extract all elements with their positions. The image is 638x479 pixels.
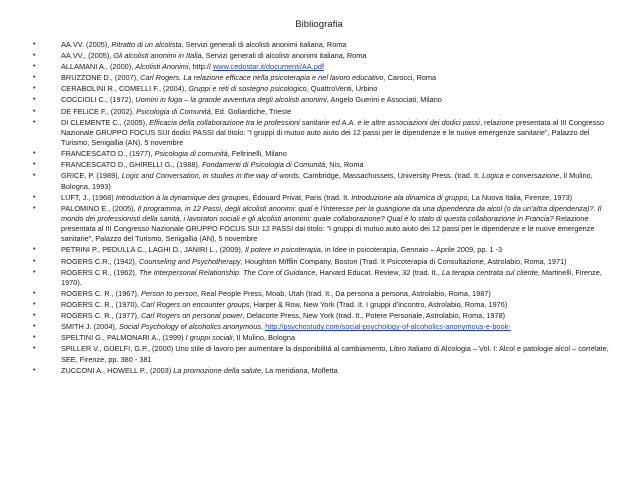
bullet-icon: • <box>33 52 36 60</box>
bibliography-entry <box>0 40 638 50</box>
reference-title: I gruppi sociali <box>185 333 233 343</box>
reference-text: , relazione presentata al III Congresso Nazionale GRUPPO FOCUS SUI dodici PASSI dal titolo: “I gruppi di mutuo auto aiuto dei 12 passi per le dipendenze e le nuove emergenze sanitarie”, Palazzo del Turismo, Senigallia (AN), 5 novembre <box>61 117 605 148</box>
reference-title: Alcolisti Anonimi <box>135 62 189 72</box>
reference-text: PALOMINO E., (2005), <box>61 203 138 213</box>
reference-text: ROGERS C.R., (1942), <box>61 256 139 266</box>
reference-text: , Il Mulino, Bologna <box>232 333 296 343</box>
bullet-icon: • <box>33 204 36 212</box>
bibliography-entry <box>0 268 638 288</box>
bullet-icon: • <box>33 107 36 115</box>
reference-title: Carl Rogers on encounter groups <box>141 300 250 310</box>
reference-title: Efficacia della collaborazione tra le professioni sanitarie ed A.A. e le altre associazioni dei dodici passi <box>149 117 480 127</box>
bibliography-entry <box>0 160 638 170</box>
reference-text: COCCIOLI C., (1972), <box>61 95 136 105</box>
bullet-icon: • <box>33 345 36 353</box>
bibliography-entry <box>0 257 638 267</box>
bullet-icon: • <box>33 246 36 254</box>
bibliography-entry <box>0 344 638 364</box>
bullet-icon: • <box>33 96 36 104</box>
bibliography-list <box>0 40 638 377</box>
bibliography-entry <box>0 289 638 299</box>
bullet-icon: • <box>33 289 36 297</box>
bullet-icon: • <box>33 323 36 331</box>
reference-title: Person to person <box>141 288 197 298</box>
bibliography-entry <box>0 204 638 245</box>
reference-title: Uomini in fuga – la grande avventura degli alcolisti anonimi <box>135 95 327 105</box>
reference-text: , Angelo Guerini e Associati, Milano <box>326 95 442 105</box>
reference-text: SPILLER V., GUELFI, G.P., (2000) Uno stile di lavoro per aumentare la disponibilità al cambiamento, Libro Italiano di Alcologia – Vol. I: Alcol e patologie alcol – correlate, SEE, Firenze, pp. 380 - 381 <box>61 344 609 364</box>
bibliography-entry <box>0 62 638 72</box>
reference-title: La terapia centrata sul cliente <box>441 267 538 277</box>
bibliography-entry <box>0 322 638 332</box>
reference-text: ROGERS C. R., (1967), <box>61 288 141 298</box>
bullet-icon: • <box>33 172 36 180</box>
bullet-icon: • <box>33 257 36 265</box>
reference-text: , http:// <box>188 62 213 72</box>
reference-text: BRUZZONE D., (2007), <box>61 73 141 83</box>
reference-text: , Houghton Mifflin Company, Boston (Trad. It Psicoterapia di Consultazione, Astrolabio, Roma, 1971) <box>240 256 567 266</box>
bibliography-entry <box>0 51 638 61</box>
reference-title: Logica e conversazione <box>482 171 560 181</box>
bibliography-entry <box>0 118 638 149</box>
bullet-icon: • <box>33 301 36 309</box>
reference-text: SMITH J. (2004), <box>61 322 119 332</box>
bullet-icon: • <box>33 334 36 342</box>
reference-text: , Delacorte Press, New York (trad. It., Potere Personale, Astrolabio, Roma, 1978) <box>242 311 506 321</box>
reference-text: Relazione presentata al III Congresso Nazionale GRUPPO FOCUS SUI 12 PASSI dal titolo: “I gruppi di mutuo auto aiuto dei 12 passi per le dipendenze e le nuove emergenze sanitarie”, Palazzo del Turismo, Senigallia (AN), 5 novembre <box>61 213 595 244</box>
reference-text: FRANCESCATO D., GHIRELLI G., (1988), <box>61 160 202 170</box>
bullet-icon: • <box>33 41 36 48</box>
reference-link[interactable]: www.cedostar.it/documenti/AA.pdf <box>213 62 325 72</box>
reference-text: DE FELICE F., (2002), <box>61 106 137 116</box>
bibliography-entry <box>0 311 638 321</box>
bibliography-entry <box>0 171 638 191</box>
reference-title: Psicologia di Comunità <box>136 106 211 116</box>
reference-text: , Real People Press, Moab, Utah (trad. It., Da persona a persona, Astrolabio, Roma, 1987) <box>196 288 491 298</box>
bibliography-entry <box>0 73 638 83</box>
bullet-icon: • <box>33 193 36 201</box>
reference-text: , La meridiana, Molfetta <box>261 365 338 375</box>
reference-title: Il potere in psicoterapia <box>244 245 321 255</box>
bullet-icon: • <box>33 150 36 158</box>
reference-text: FRANCESCATO D., (1977), <box>61 149 155 159</box>
reference-text: CERABOLINI R., COMELLI F., (2004), <box>61 84 189 94</box>
reference-text: , Carocci, Roma <box>383 73 437 83</box>
reference-text: , QuattroVenti, Urbino <box>306 84 378 94</box>
bibliography-entry <box>0 95 638 105</box>
reference-title: Introduzione ala dinamica di gruppo <box>351 192 468 202</box>
bullet-icon: • <box>33 118 36 126</box>
bibliography-entry <box>0 245 638 255</box>
reference-text: , in Idee in psicoterapia, Gennaio – Aprile 2009, pp. 1 -3 <box>320 245 503 255</box>
reference-title: Introduction à la dynamique des groupes <box>115 192 249 202</box>
reference-text: , Martinelli, Firenze, 1970). <box>61 267 602 287</box>
reference-title: Ritratto di un alcolista <box>111 40 182 49</box>
reference-text: , Cambridge, Massachussets, University Press. (trad. It. <box>298 171 483 181</box>
reference-title: The Interpersonal Relationship. The Core of Guidance <box>138 267 316 277</box>
reference-text: ROGERS C. R., (1977), <box>61 311 141 321</box>
reference-title: Carl Rogers on personal power <box>141 311 243 321</box>
reference-title: Social Psychology of alcoholics anonymous <box>118 322 262 332</box>
bibliography-entry <box>0 366 638 376</box>
reference-title: La promozione della salute <box>173 365 262 375</box>
reference-text: GRICE, P. (1989), <box>61 171 122 181</box>
reference-text: , Harper & Row, New York (Trad. It. I gruppi d’incontro, Astrolabio, Roma, 1976) <box>249 300 508 310</box>
reference-text: , La Nuova Italia, Firenze, 1973) <box>467 192 573 202</box>
reference-text: ZUCCONI A., HOWELL P., (2003) <box>61 365 174 375</box>
reference-text: ALLAMANI A., (2000), <box>61 62 136 72</box>
bullet-icon: • <box>33 366 36 374</box>
bullet-icon: • <box>33 63 36 71</box>
reference-text: , Harvard Educat. Review, 32 (trad. It., <box>315 267 442 277</box>
reference-title: Gruppi e reti di sostegno psicologico <box>188 84 307 94</box>
reference-text: AA.VV., (2005), <box>61 51 114 61</box>
reference-title: Il programma, in 12 Passi, degli alcolisti anonimi: qual è l’interesse per la guarigione da una dipendenza da alcol (o da un’altra dipendenza)?. Il mondo dei professionisti della sanità, i lavoratori sociali e gli alcolisti anonimi: quale collaborazione? Qual è lo stato di questa collaborazione in Francia? <box>61 203 602 223</box>
reference-text: PETRINI P., PEDULLA C., LAGHI D., JANIRI L., (2009), <box>61 245 245 255</box>
bullet-icon: • <box>33 74 36 82</box>
reference-text: LUFT, J., (1968) <box>61 192 116 202</box>
reference-text: , <box>261 322 266 332</box>
reference-text: , Servizi generali di alcolisti anonimi italiana, Roma <box>201 51 367 61</box>
bibliography-entry <box>0 333 638 343</box>
reference-link[interactable]: http://psychostudy.com/social-psychology-of-alcoholics-anonymous-e-book- <box>265 322 511 332</box>
reference-title: Carl Rogers. La relazione efficace nella psicoterapia e nel lavoro educativo <box>140 73 384 83</box>
reference-text: , Ed. Goliardiche, Trieste <box>210 106 292 116</box>
bullet-icon: • <box>33 85 36 93</box>
reference-title: Logic and Conversation, in studies in the way of words <box>121 171 299 181</box>
reference-text: AA.VV. (2005), <box>61 40 112 49</box>
reference-text: ROGERS C R., (1962), <box>61 267 139 277</box>
bullet-icon: • <box>33 268 36 276</box>
reference-text: DI CLEMENTE C., (2005), <box>61 117 150 127</box>
reference-text: , Nis, Roma <box>325 160 364 170</box>
reference-title: Fondamenti di Psicologia di Comunità <box>201 160 326 170</box>
bibliography-entry <box>0 149 638 159</box>
bibliography-entry <box>0 300 638 310</box>
bullet-icon: • <box>33 312 36 320</box>
reference-text: SPELTINI G., PALMONARI A., (1999) <box>61 333 186 343</box>
reference-title: Gli alcolisti anonimi in Italia <box>113 51 202 61</box>
page-title: Bibliografia <box>295 19 343 30</box>
reference-title: Psicologia di comunità <box>154 149 228 159</box>
reference-title: Counseling and Psychotherapy <box>138 256 241 266</box>
reference-text: , Édouard Privat, Paris (trad. It. <box>248 192 352 202</box>
bibliography-entry <box>0 107 638 117</box>
reference-text: , Feltrinelli, Milano <box>227 149 287 159</box>
reference-text: , Servizi generali di alcolisti anonimi italiana, Roma <box>181 40 347 49</box>
reference-text: , Il Mulino, Bologna, 1993) <box>61 171 593 191</box>
bibliography-entry <box>0 193 638 203</box>
bibliography-entry <box>0 84 638 94</box>
reference-text: ROGERS C. R., (1970), <box>61 300 141 310</box>
bullet-icon: • <box>33 161 36 169</box>
